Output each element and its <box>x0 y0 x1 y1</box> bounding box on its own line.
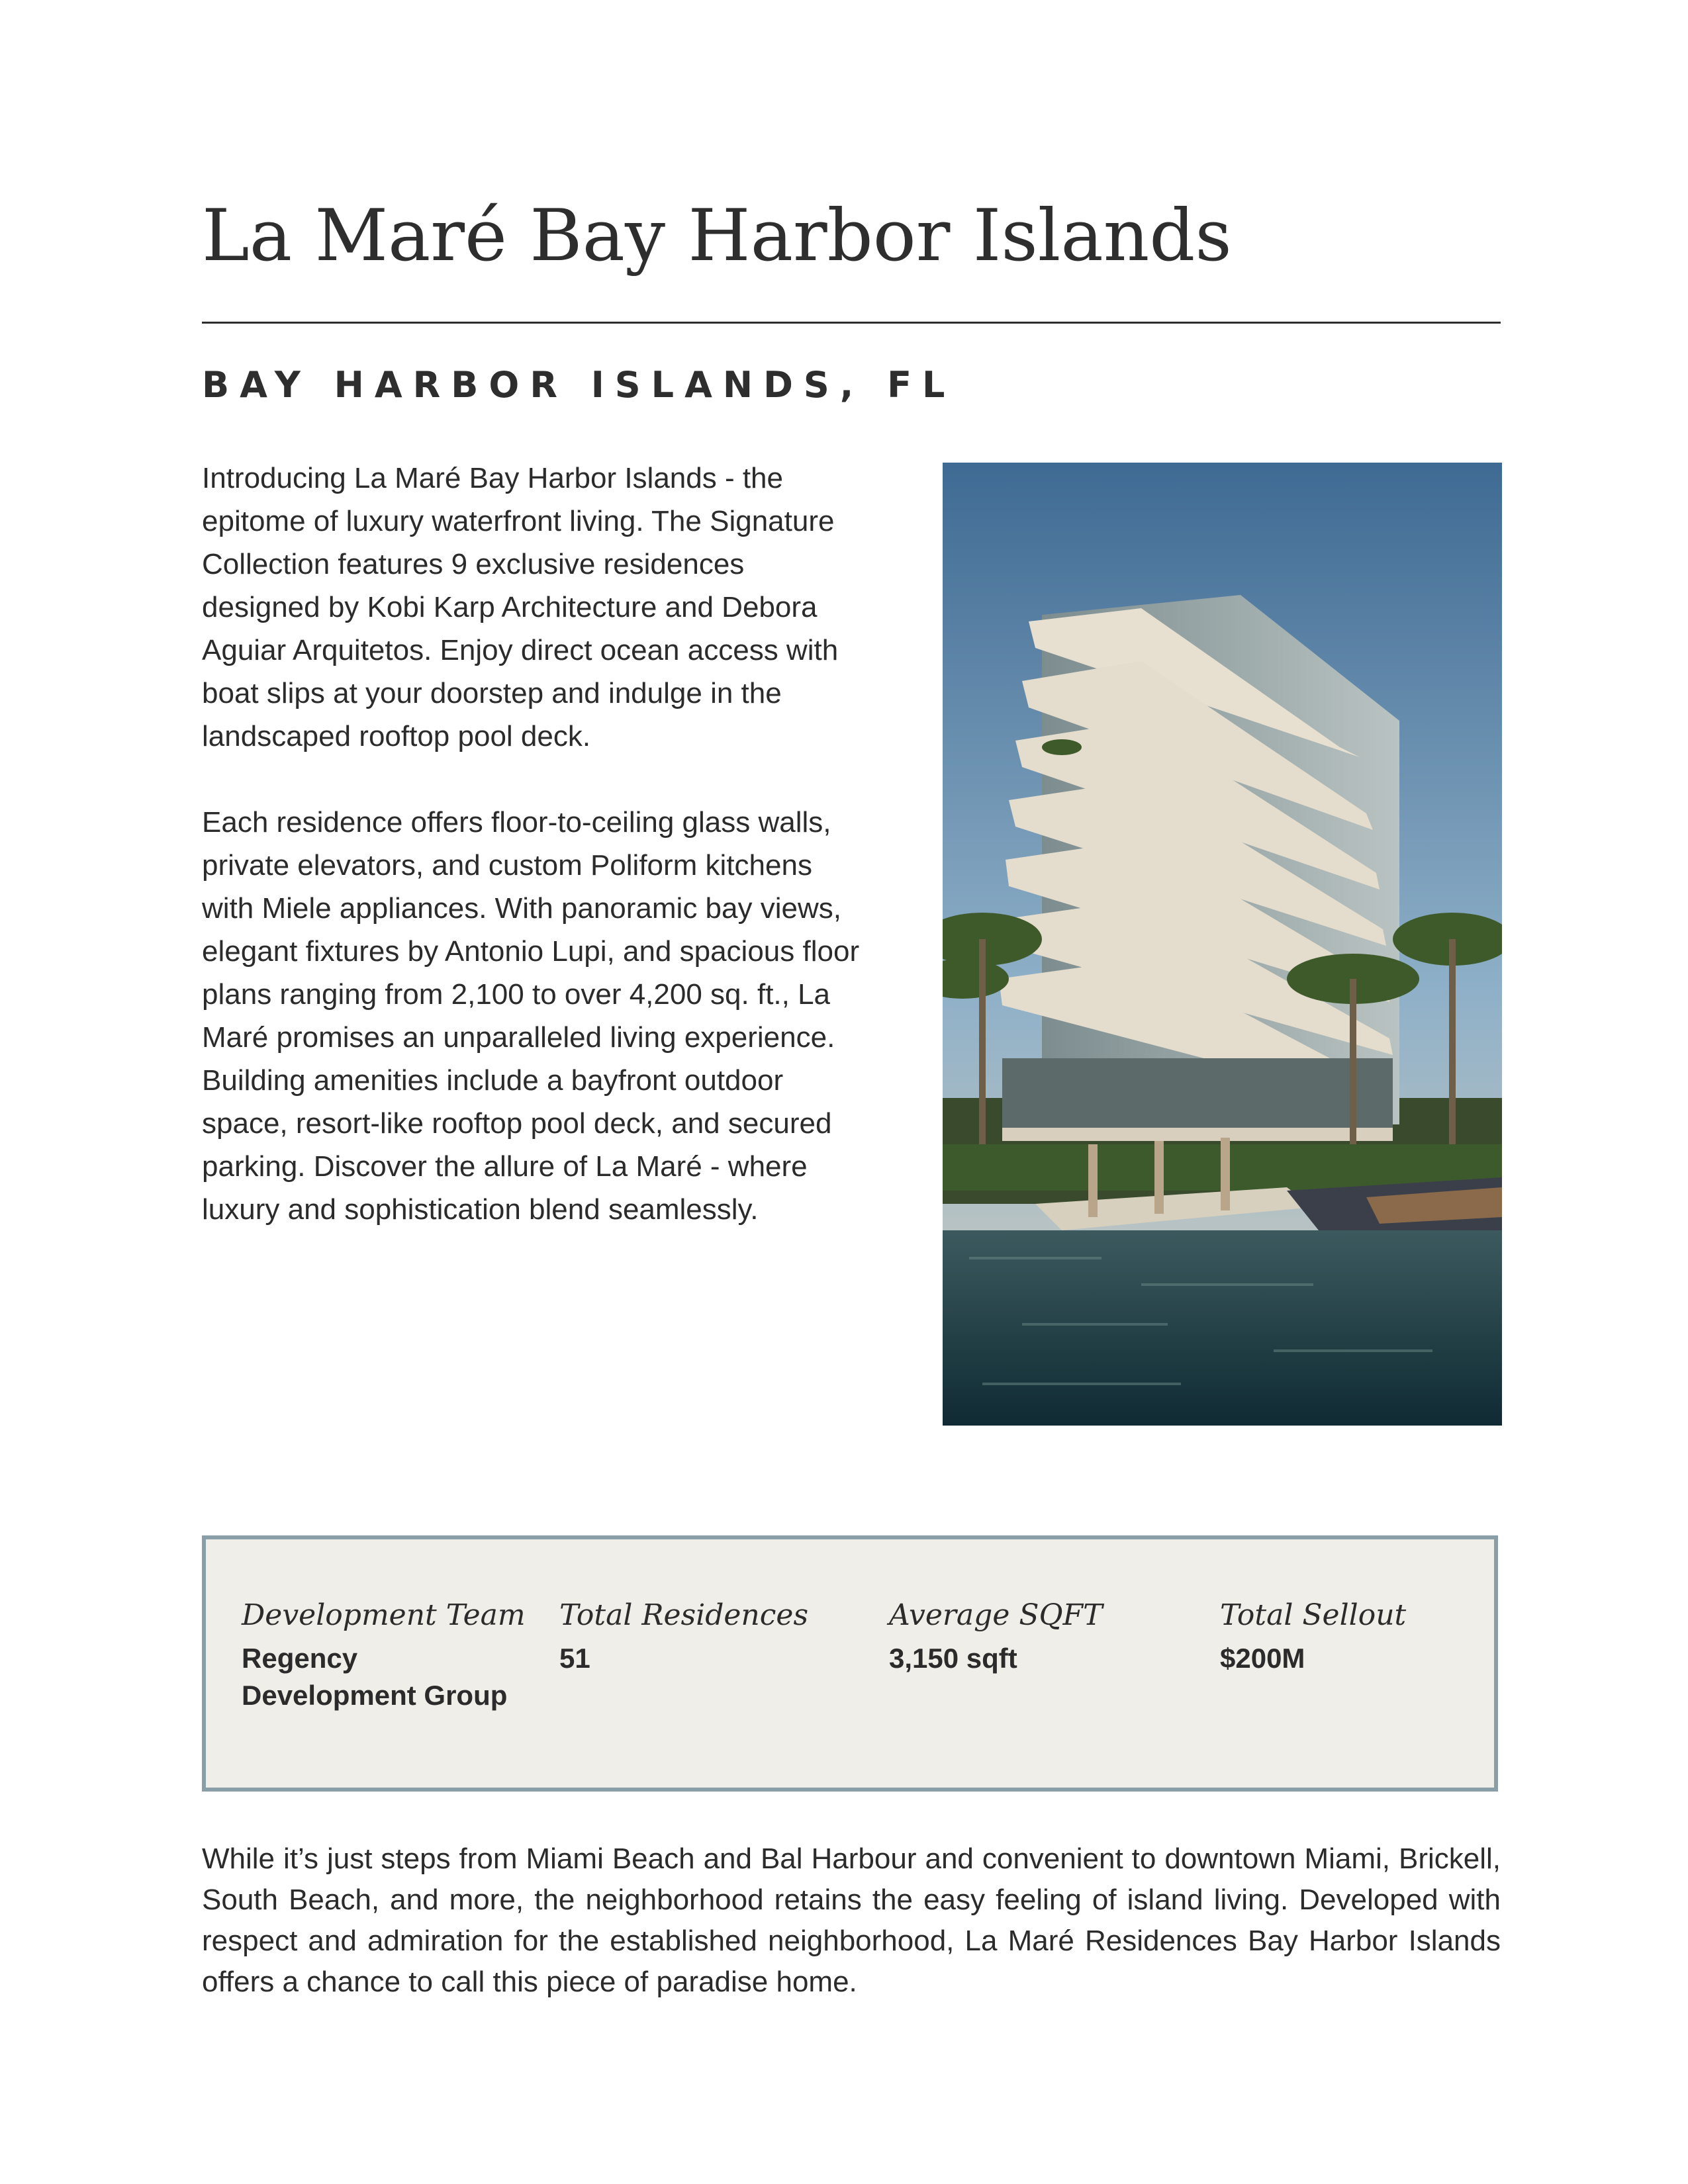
stat-label: Development Team <box>242 1598 526 1632</box>
page-title: La Maré Bay Harbor Islands <box>202 195 1232 277</box>
building-rendering-illustration <box>943 463 1502 1426</box>
stat-value: 51 <box>559 1643 590 1674</box>
stat-label: Total Sellout <box>1220 1598 1407 1632</box>
stat-value: $200M <box>1220 1643 1305 1674</box>
title-divider <box>202 322 1501 324</box>
intro-text <box>202 457 870 1274</box>
stat-value: Regency Development Group <box>242 1643 508 1711</box>
intro-paragraph: Each residence offers floor-to-ceiling glass walls, private elevators, and custom Poliform kitchens with Miele appliances. With panoramic bay views, elegant fixtures by Antonio Lupi, and spacious floor plans ranging from 2,100 to over 4,200 sq. ft., La Maré promises an unparalleled living experience. Building amenities include a bayfront outdoor space, resort-like rooftop pool deck, and secured parking. Discover the allure of La Maré - where luxury and sophistication blend seamlessly. <box>202 806 860 1226</box>
stat-total-residences <box>559 1596 851 1677</box>
stat-development-team <box>242 1596 526 1714</box>
stat-label: Average SQFT <box>889 1598 1103 1632</box>
stat-value: 3,150 sqft <box>889 1643 1017 1674</box>
stat-total-sellout <box>1220 1596 1472 1677</box>
location-subtitle: BAY HARBOR ISLANDS, FL <box>202 364 956 406</box>
stat-label: Total Residences <box>559 1598 809 1632</box>
building-rendering-image <box>943 463 1502 1426</box>
project-stats-box <box>202 1535 1498 1792</box>
intro-paragraph: Introducing La Maré Bay Harbor Islands - the epitome of luxury waterfront living. The Signature Collection features 9 exclusive residences designed by Kobi Karp Architecture and Debora Aguiar Arquitetos. Enjoy direct ocean access with boat slips at your doorstep and indulge in the landscaped rooftop pool deck. <box>202 462 839 752</box>
closing-paragraph: While it’s just steps from Miami Beach and Bal Harbour and convenient to downtown Miami, Brickell, South Beach, and more, the neighborhood retains the easy feeling of island living. Developed with respect and admiration for the established neighborhood, La Maré Residences Bay Harbor Islands offers a chance to call this piece of paradise home. <box>202 1843 1501 1998</box>
stat-average-sqft <box>889 1596 1180 1677</box>
